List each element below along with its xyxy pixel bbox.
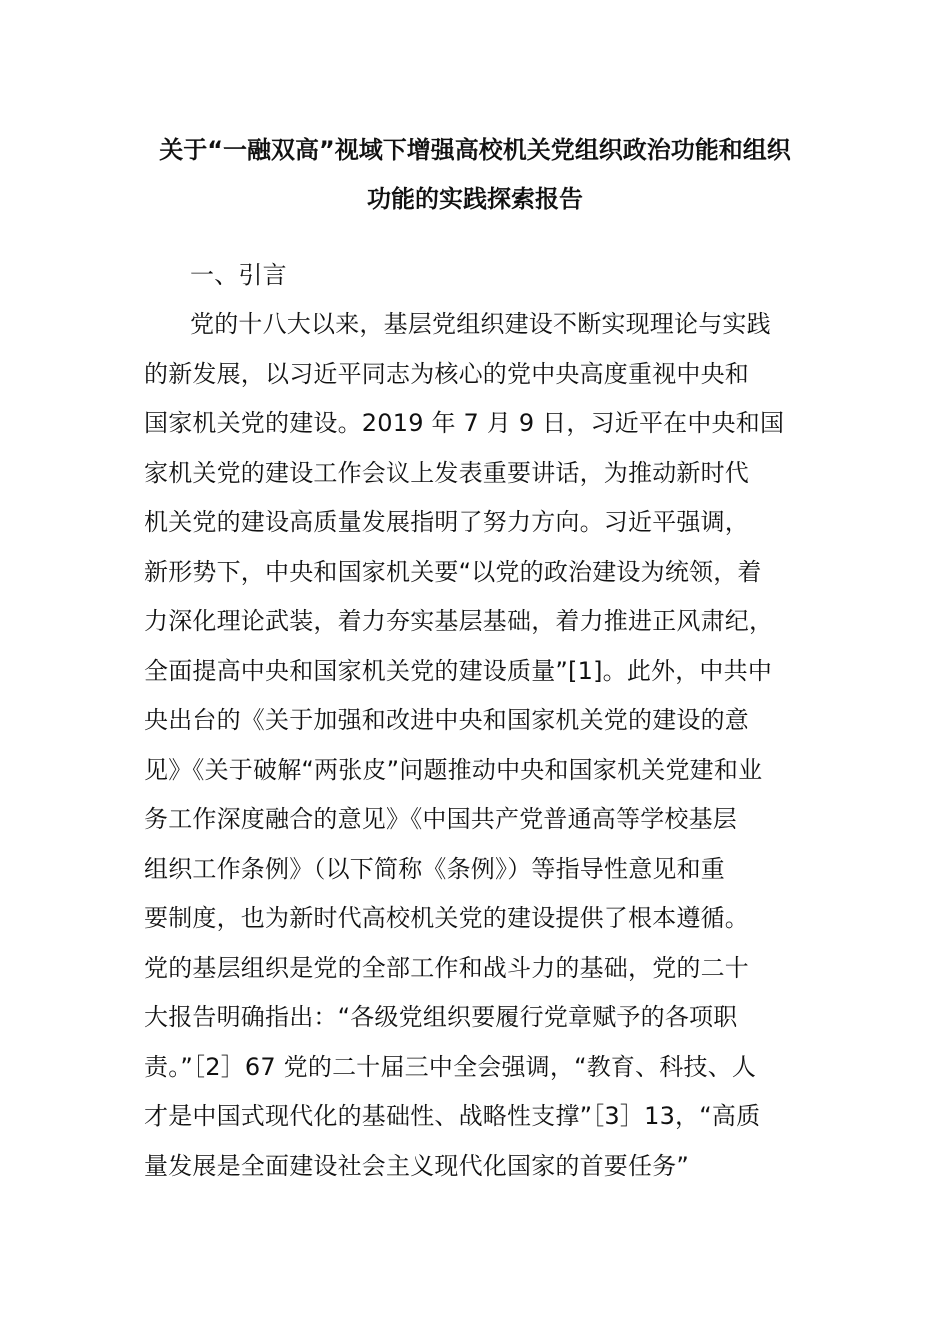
- body-line: 央出台的《关于加强和改进中央和国家机关党的建设的意: [144, 706, 749, 734]
- body-line: 机关党的建设高质量发展指明了努力方向。习近平强调，: [144, 508, 749, 536]
- body-line: 要制度，也为新时代高校机关党的建设提供了根本遵循。: [144, 904, 749, 932]
- body-line: 的新发展，以习近平同志为核心的党中央高度重视中央和: [144, 360, 749, 388]
- section-heading: 一、引言: [190, 261, 287, 289]
- body-line: 责。”［2］67 党的二十届三中全会强调，“教育、科技、人: [144, 1053, 757, 1081]
- body-line: 组织工作条例》（以下简称《条例》）等指导性意见和重: [144, 855, 725, 883]
- body-line: 党的基层组织是党的全部工作和战斗力的基础，党的二十: [144, 954, 749, 982]
- body-line: 见》《关于破解“两张皮”问题推动中央和国家机关党建和业: [144, 756, 763, 784]
- body-line: 新形势下，中央和国家机关要“以党的政治建设为统领，着: [144, 558, 762, 586]
- body-line: 量发展是全面建设社会主义现代化国家的首要任务”: [144, 1152, 690, 1180]
- document-title-line-2: 功能的实践探索报告: [367, 185, 583, 213]
- body-line: 家机关党的建设工作会议上发表重要讲话，为推动新时代: [144, 459, 749, 487]
- body-line: 才是中国式现代化的基础性、战略性支撑”［3］13，“高质: [144, 1102, 761, 1130]
- body-line: 党的十八大以来，基层党组织建设不断实现理论与实践: [190, 310, 771, 338]
- body-line: 大报告明确指出：“各级党组织要履行党章赋予的各项职: [144, 1003, 738, 1031]
- body-line: 国家机关党的建设。2019 年 7 月 9 日，习近平在中央和国: [144, 409, 785, 437]
- body-line: 全面提高中央和国家机关党的建设质量”[1]。此外，中共中: [144, 657, 773, 685]
- document-title-line-1: 关于“一融双高”视域下增强高校机关党组织政治功能和组织: [159, 136, 791, 164]
- body-line: 务工作深度融合的意见》《中国共产党普通高等学校基层: [144, 805, 737, 833]
- body-line: 力深化理论武装，着力夯实基层基础，着力推进正风肃纪，: [144, 607, 774, 635]
